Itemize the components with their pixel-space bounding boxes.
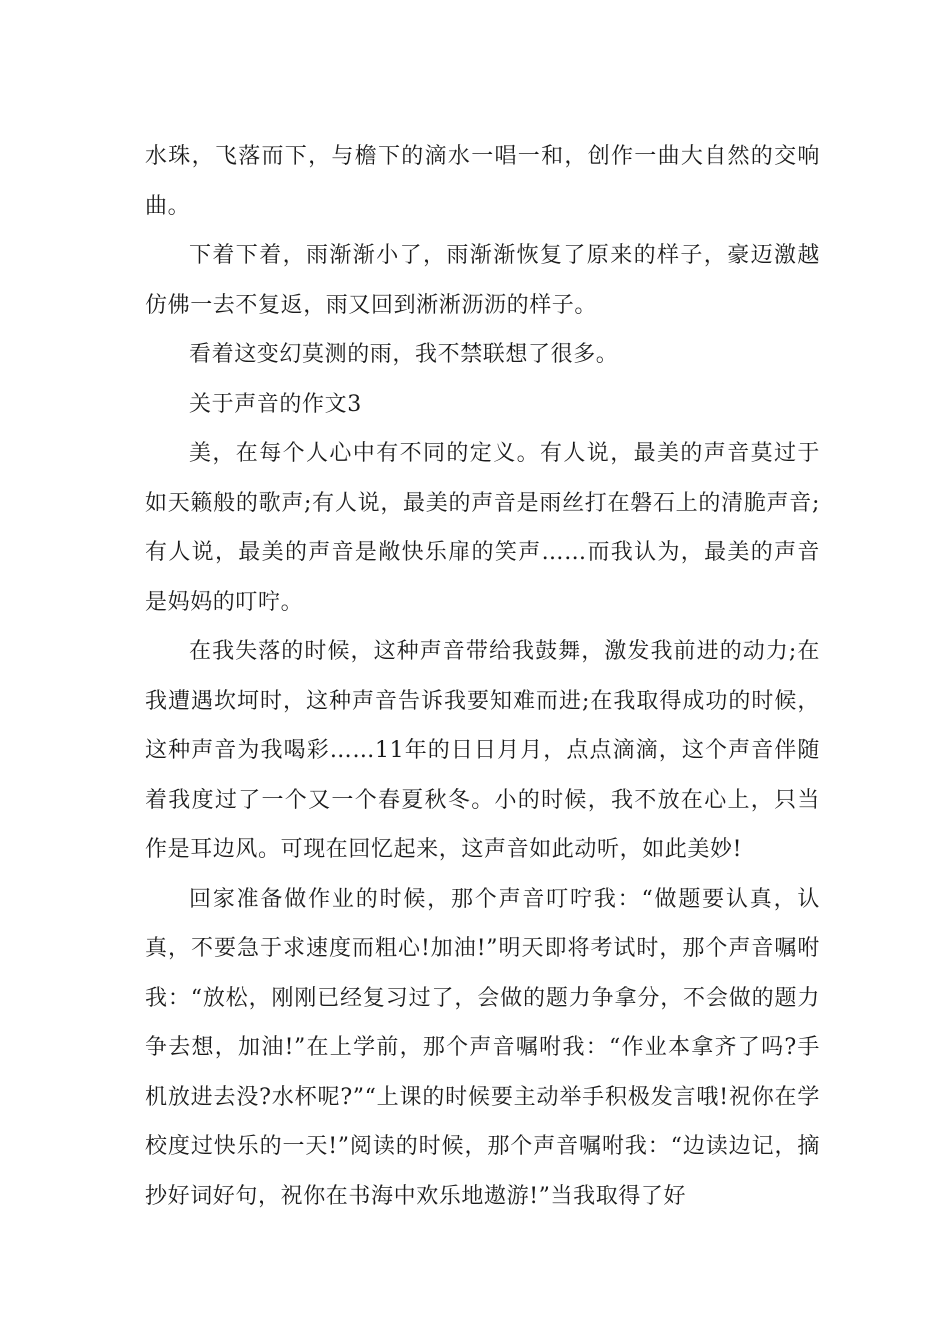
paragraph-reminders: 回家准备做作业的时候，那个声音叮咛我：“做题要认真，认真，不要急于求速度而粗心!加油!”明天即将考试时，那个声音嘱咐我：“放松，刚刚已经复习过了，会做的题力争拿分，不会做的题力争去想，加油!”在上学前，那个声音嘱咐我：“作业本拿齐了吗?手机放进去没?水杯呢?”“上课的时候要主动举手积极发言哦!祝你在学校度过快乐的一天!”阅读的时候，那个声音嘱咐我：“边读边记，摘抄好词好句，祝你在书海中欢乐地遨游!”当我取得了好 [145,886,820,1209]
paragraph-encouragement: 在我失落的时候，这种声音带给我鼓舞，激发我前进的动力;在我遭遇坎坷时，这种声音告诉我要知难而进;在我取得成功的时候，这种声音为我喝彩……11年的日日月月，点点滴滴，这个声音伴随着我度过了一个又一个春夏秋冬。小的时候，我不放在心上，只当作是耳边风。可现在回忆起来，这声音如此动听，如此美妙! [145,639,820,862]
paragraph-beauty-definition: 美，在每个人心中有不同的定义。有人说，最美的声音莫过于如天籁般的歌声;有人说，最美的声音是雨丝打在磐石上的清脆声音;有人说，最美的声音是敞快乐扉的笑声……而我认为，最美的声音是妈妈的叮咛。 [145,441,820,615]
paragraph-rain-fading: 下着下着，雨渐渐小了，雨渐渐恢复了原来的样子，豪迈激越仿佛一去不复返，雨又回到淅淅沥沥的样子。 [145,243,820,318]
essay-title: 关于声音的作文3 [189,391,362,417]
paragraph-continuation: 水珠，飞落而下，与檐下的滴水一唱一和，创作一曲大自然的交响曲。 [145,144,820,219]
document-body [145,132,820,1221]
paragraph-reflection: 看着这变幻莫测的雨，我不禁联想了很多。 [189,342,619,367]
